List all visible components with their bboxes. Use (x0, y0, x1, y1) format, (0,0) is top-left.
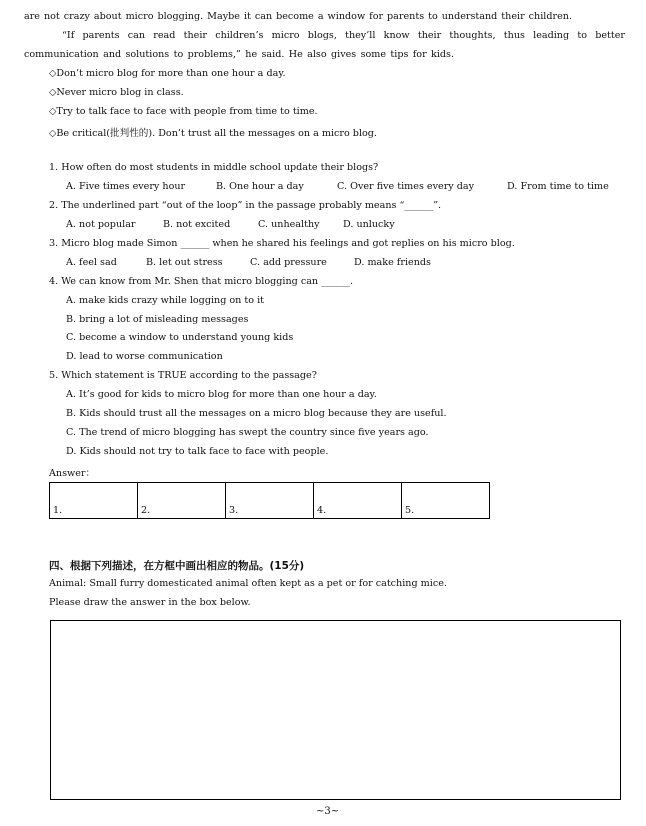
tip-3: ◇Try to talk face to face with people from time to time. (49, 106, 318, 117)
question-5-option-d: D. Kids should not try to talk face to face with people. (66, 446, 329, 457)
question-3-option-b: B. let out stress (146, 257, 223, 268)
question-1-option-c: C. Over five times every day (337, 181, 475, 192)
answer-label: Answer： (49, 468, 96, 479)
passage-line-3: communication and solutions to problems,” he said. He also gives some tips for kids. (24, 49, 454, 60)
drawing-box[interactable] (50, 620, 621, 800)
answer-cell-number: 1. (53, 505, 63, 516)
question-2-option-c: C. unhealthy (258, 219, 320, 230)
section-4-animal-description: Animal: Small furry domesticated animal often kept as a pet or for catching mice. (49, 578, 447, 589)
question-1-option-d: D. From time to time (507, 181, 609, 192)
question-4-option-b: B. bring a lot of misleading messages (66, 314, 249, 325)
answer-cell-number: 3. (229, 505, 239, 516)
question-5-option-c: C. The trend of micro blogging has swept the country since five years ago. (66, 427, 429, 438)
answer-cell-number: 4. (317, 505, 327, 516)
question-1-stem: 1. How often do most students in middle school update their blogs? (49, 162, 379, 173)
question-5-stem: 5. Which statement is TRUE according to the passage? (49, 370, 317, 381)
answer-cell-2[interactable] (138, 483, 226, 518)
question-2-stem: 2. The underlined part “out of the loop” in the passage probably means “______”. (49, 200, 442, 211)
answer-cell-4[interactable] (314, 483, 402, 518)
question-2-option-b: B. not excited (163, 219, 231, 230)
answer-cell-number: 2. (141, 505, 151, 516)
question-3-option-c: C. add pressure (250, 257, 327, 268)
answer-cell-1[interactable] (50, 483, 138, 518)
tip-4: ◇Be critical(批判性的). Don’t trust all the messages on a micro blog. (49, 128, 377, 139)
question-2-option-a: A. not popular (66, 219, 136, 230)
question-4-option-d: D. lead to worse communication (66, 351, 223, 362)
question-2-option-d: D. unlucky (343, 219, 395, 230)
answer-cell-5[interactable] (402, 483, 489, 518)
question-3-stem: 3. Micro blog made Simon ______ when he shared his feelings and got replies on his micro blog. (49, 238, 515, 249)
page-number: ~3~ (316, 806, 340, 817)
question-1-option-b: B. One hour a day (216, 181, 304, 192)
question-4-option-a: A. make kids crazy while logging on to it (66, 295, 265, 306)
answer-table (49, 482, 490, 519)
question-4-option-c: C. become a window to understand young kids (66, 332, 294, 343)
answer-cell-number: 5. (405, 505, 415, 516)
question-5-option-b: B. Kids should trust all the messages on a micro blog because they are useful. (66, 408, 447, 419)
question-5-option-a: A. It’s good for kids to micro blog for more than one hour a day. (66, 389, 377, 400)
question-1-option-a: A. Five times every hour (66, 181, 186, 192)
passage-line-1: are not crazy about micro blogging. Maybe it can become a window for parents to understand their children. (24, 11, 572, 22)
passage-line-2: “If parents can read their children’s micro blogs, they’ll know their thoughts, thus leading to better (62, 30, 625, 41)
answer-cell-3[interactable] (226, 483, 314, 518)
question-3-option-d: D. make friends (354, 257, 431, 268)
tip-2: ◇Never micro blog in class. (49, 87, 184, 98)
section-4-heading: 四、根据下列描述，在方框中画出相应的物品。(15分) (49, 560, 305, 572)
question-4-stem: 4. We can know from Mr. Shen that micro blogging can ______. (49, 276, 353, 287)
tip-1: ◇Don’t micro blog for more than one hour a day. (49, 68, 286, 79)
question-3-option-a: A. feel sad (66, 257, 117, 268)
section-4-instruction: Please draw the answer in the box below. (49, 597, 251, 608)
